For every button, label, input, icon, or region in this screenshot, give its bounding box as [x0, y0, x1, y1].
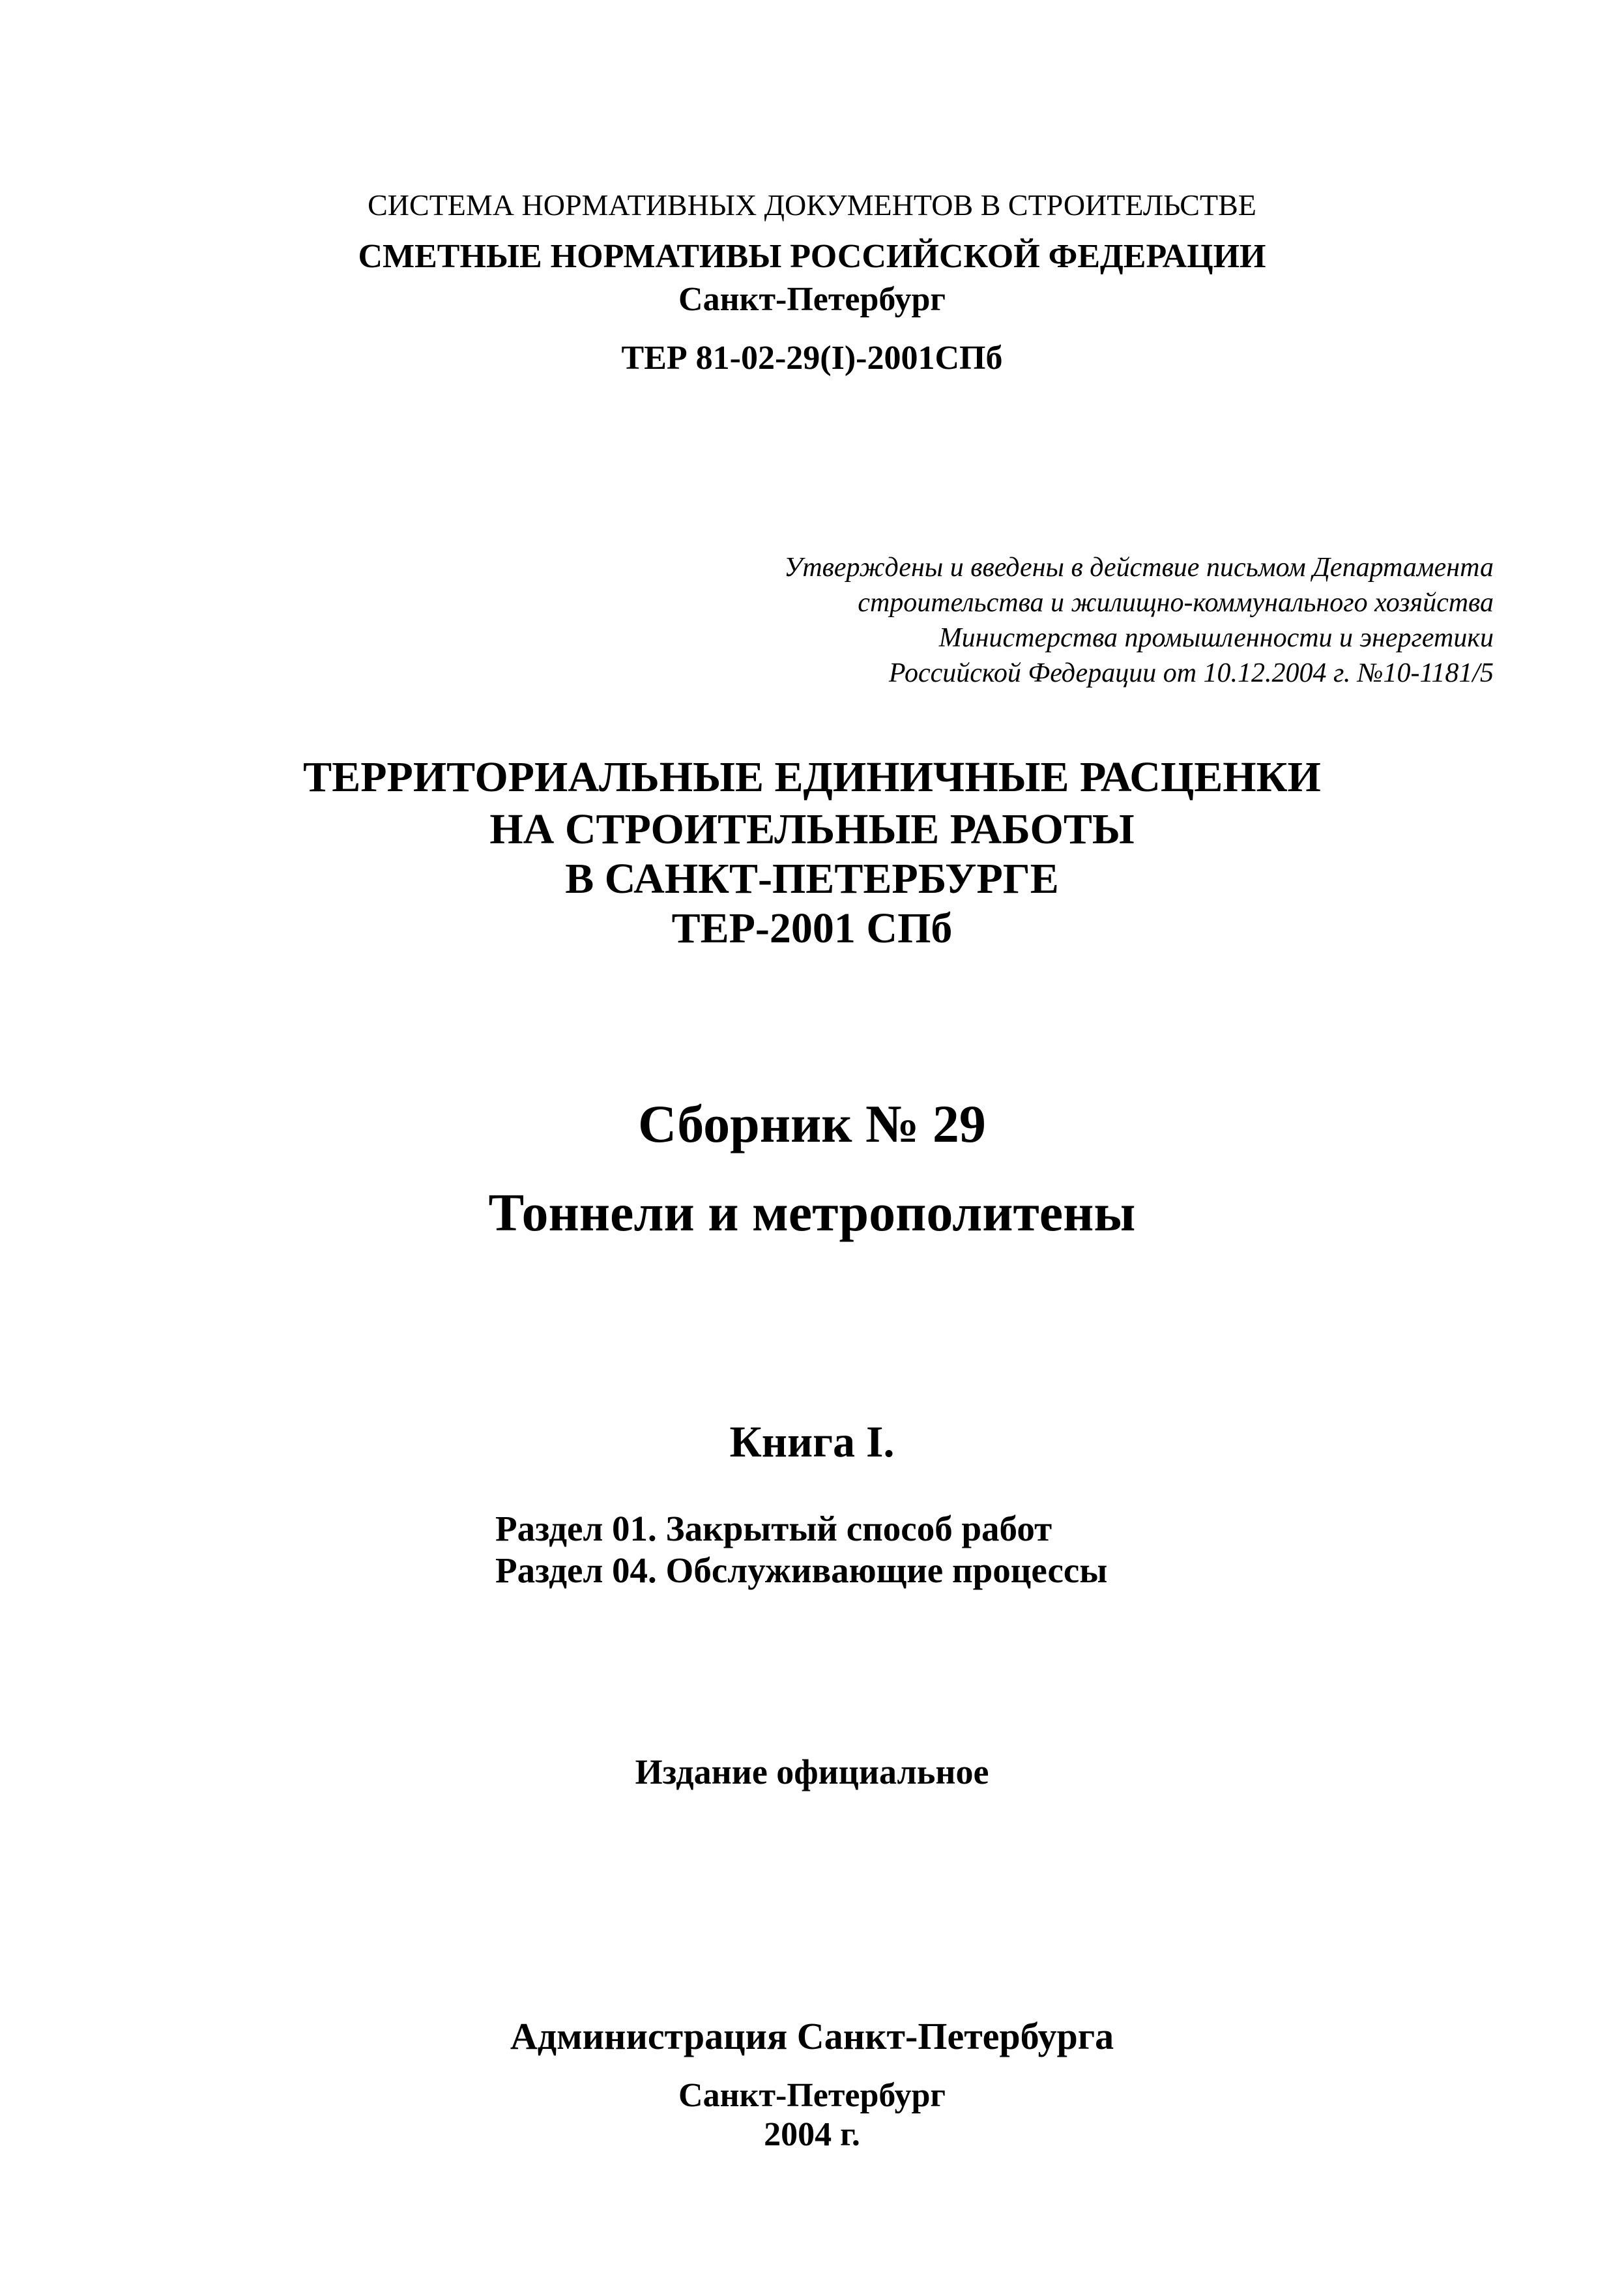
collection-number: Сборник № 29 — [638, 1094, 986, 1153]
approval-line-1: Утверждены и введены в действие письмом Департамента — [784, 553, 1494, 583]
footer-year: 2004 г. — [764, 2116, 860, 2153]
approval-line-3: Министерства промышленности и энергетики — [938, 623, 1494, 653]
approval-line-2: строительства и жилищно-коммунального хозяйства — [858, 588, 1494, 618]
edition-label: Издание официальное — [635, 1752, 989, 1791]
section-01: Раздел 01. Закрытый способ работ — [495, 1509, 1052, 1548]
publisher: Администрация Санкт-Петербурга — [510, 2015, 1114, 2057]
approval-line-4: Российской Федерации от 10.12.2004 г. №10-1181/5 — [888, 658, 1494, 688]
section-04: Раздел 04. Обслуживающие процессы — [495, 1550, 1108, 1590]
document-code: ТЕР 81-02-29(I)-2001СПб — [621, 340, 1003, 377]
main-title-line-4: ТЕР-2001 СПб — [671, 905, 953, 952]
system-title: СИСТЕМА НОРМАТИВНЫХ ДОКУМЕНТОВ В СТРОИТЕЛЬСТВЕ — [368, 188, 1256, 222]
main-title-line-3: В САНКТ-ПЕТЕРБУРГЕ — [565, 855, 1059, 903]
collection-name: Тоннели и метрополитены — [488, 1183, 1136, 1242]
main-title-line-1: ТЕРРИТОРИАЛЬНЫЕ ЕДИНИЧНЫЕ РАСЦЕНКИ — [303, 753, 1321, 801]
norms-title: СМЕТНЫЕ НОРМАТИВЫ РОССИЙСКОЙ ФЕДЕРАЦИИ — [358, 238, 1266, 275]
header-city: Санкт-Петербург — [678, 281, 946, 318]
book-label: Книга I. — [729, 1417, 895, 1466]
footer-city: Санкт-Петербург — [678, 2077, 946, 2114]
main-title-line-2: НА СТРОИТЕЛЬНЫЕ РАБОТЫ — [489, 805, 1135, 853]
